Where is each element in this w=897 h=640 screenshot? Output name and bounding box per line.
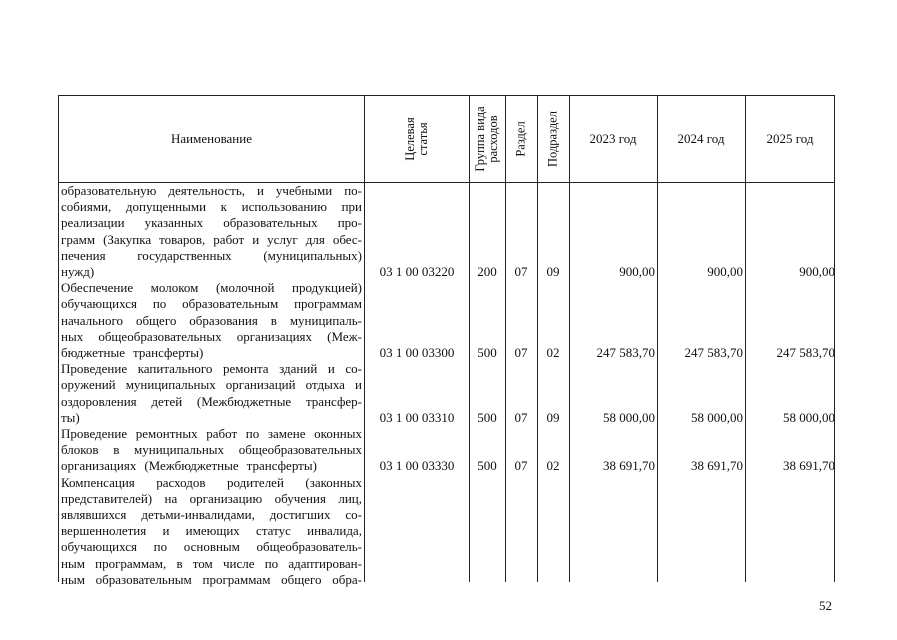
- target-article-cell: 03 1 00 03300: [379, 345, 455, 360]
- header-year-2025: 2025 год: [766, 131, 814, 146]
- name-text-line: Проведение ремонтных работ по замене оконных: [61, 426, 362, 441]
- subsection-cell: 09: [546, 409, 560, 425]
- name-text-line: собиями, допущенными к использованию при: [61, 199, 362, 215]
- name-text-line: организациях (Межбюджетные трансферты): [61, 458, 317, 474]
- name-text-line: обучающихся по основным общеобразователь-: [61, 539, 362, 555]
- amount-2025-cell: 38 691,70: [783, 458, 835, 474]
- name-text-line: оздоровления детей (Межбюджетные трансфер-: [61, 393, 362, 409]
- header-section: Раздел: [513, 121, 528, 157]
- expense-group-cell: 200: [477, 264, 497, 279]
- name-text-line: грамм (Закупка товаров, работ и услуг для обес-: [61, 231, 362, 247]
- amount-2024-cell: 247 583,70: [684, 345, 743, 360]
- amount-2024-cell: 900,00: [707, 264, 743, 279]
- name-text-line: ты): [61, 409, 80, 425]
- budget-table: [58, 95, 835, 587]
- expense-group-cell: 500: [477, 409, 497, 425]
- name-text-line: обучающихся по образовательным программам: [61, 296, 362, 312]
- expense-group-cell: 500: [477, 345, 497, 360]
- name-text-line: ных общеобразовательных организациях (Меж-: [61, 328, 362, 344]
- header-name: Наименование: [171, 131, 252, 146]
- name-text-line: начального общего образования в муниципаль-: [61, 312, 362, 328]
- header-target-article: Целевая статья: [402, 117, 430, 161]
- section-cell: 07: [514, 264, 528, 279]
- name-text-line: печения государственных (муниципальных): [61, 247, 362, 263]
- name-text-line: ным образовательным программам общего обра-: [61, 571, 362, 587]
- header-expense-group: Группа вида расходов: [473, 106, 500, 172]
- target-article-cell: 03 1 00 03220: [379, 264, 455, 279]
- name-text-line: являвшихся детьми-инвалидами, достигших со-: [61, 507, 362, 522]
- amount-2025-cell: 58 000,00: [783, 409, 835, 425]
- header-year-2024: 2024 год: [677, 131, 725, 146]
- amount-2025-cell: 247 583,70: [776, 345, 835, 360]
- amount-2023-cell: 247 583,70: [596, 345, 655, 360]
- name-text-line: оружений муниципальных организаций отдыха и: [61, 377, 362, 393]
- amount-2023-cell: 900,00: [619, 264, 655, 279]
- header-year-2023: 2023 год: [589, 131, 637, 146]
- section-cell: 07: [514, 409, 528, 425]
- name-text-line: образовательную деятельность, и учебными по-: [61, 183, 362, 198]
- name-text-line: реализации указанных образовательных про-: [61, 215, 362, 231]
- name-text-line: Обеспечение молоком (молочной продукцией): [61, 280, 362, 296]
- subsection-cell: 09: [546, 264, 560, 279]
- amount-2025-cell: 900,00: [799, 264, 835, 279]
- target-article-cell: 03 1 00 03330: [379, 458, 455, 474]
- amount-2024-cell: 58 000,00: [691, 409, 743, 425]
- name-text-line: вершеннолетия и имеющих статус инвалида,: [61, 523, 362, 539]
- expense-group-cell: 500: [477, 458, 497, 474]
- name-text-line: нужд): [61, 264, 95, 279]
- amount-2023-cell: 38 691,70: [603, 458, 655, 474]
- name-text-line: блоков в муниципальных общеобразовательных: [61, 442, 362, 458]
- name-text-line: Компенсация расходов родителей (законных: [61, 474, 362, 490]
- subsection-cell: 02: [546, 458, 560, 474]
- name-text-line: Проведение капитального ремонта зданий и со-: [61, 361, 362, 377]
- header-subsection: Подраздел: [545, 111, 560, 167]
- amount-2024-cell: 38 691,70: [691, 458, 743, 474]
- page-number: 52: [819, 598, 832, 613]
- target-article-cell: 03 1 00 03310: [379, 409, 455, 425]
- subsection-cell: 02: [546, 345, 560, 360]
- name-text-line: ным программам, в том числе по адаптирован-: [61, 555, 362, 571]
- amount-2023-cell: 58 000,00: [603, 409, 655, 425]
- name-text-line: представителей) на организацию обучения лиц,: [61, 490, 362, 506]
- section-cell: 07: [514, 345, 528, 360]
- section-cell: 07: [514, 458, 528, 474]
- name-text-line: бюджетные трансферты): [61, 345, 204, 360]
